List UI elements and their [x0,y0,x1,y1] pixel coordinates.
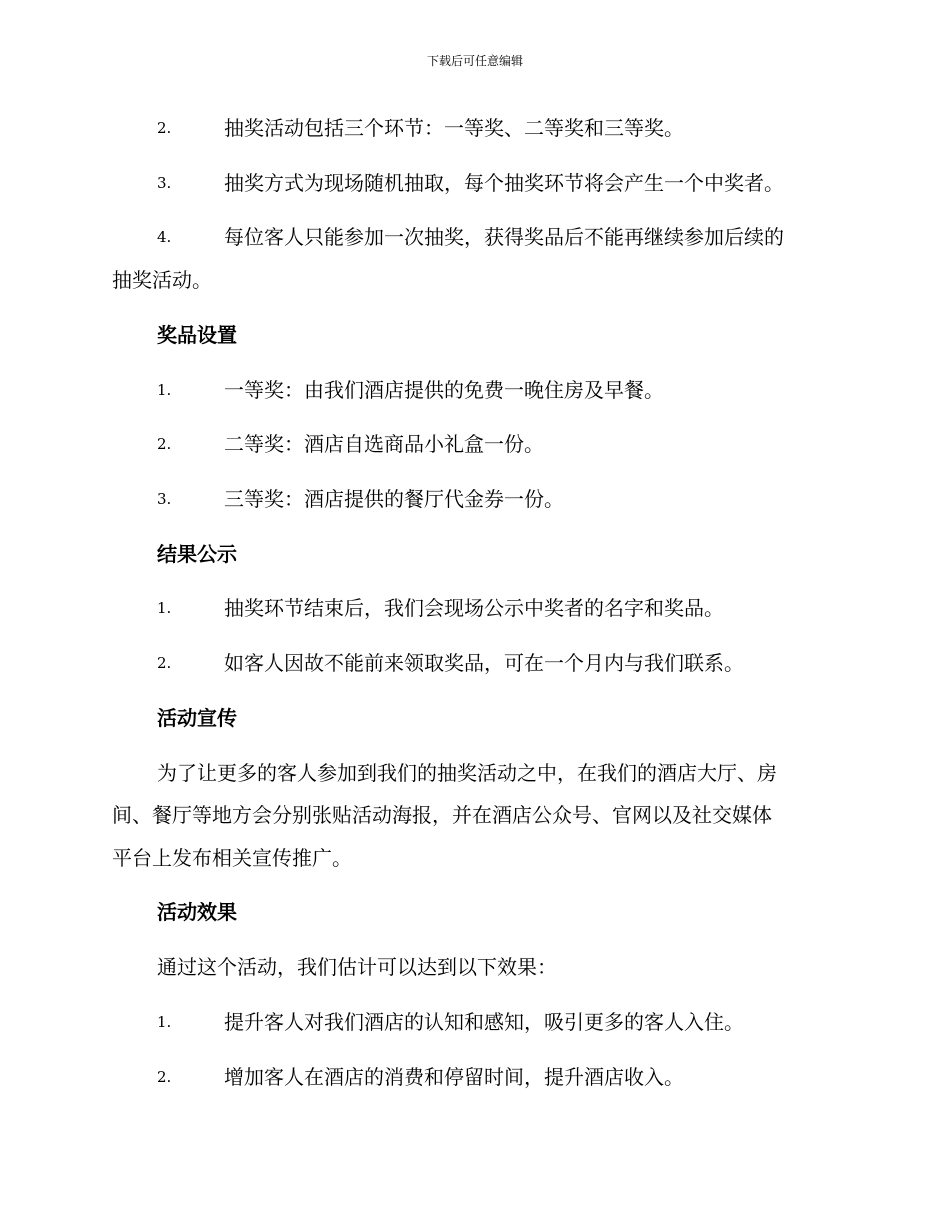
list-number: 4. [157,228,172,246]
list-number: 1. [157,381,172,399]
section-heading-prizes: 奖品设置 [157,323,237,347]
list-text: 抽奖方式为现场随机抽取，每个抽奖环节将会产生一个中奖者。 [224,171,784,195]
list-text: 每位客人只能参加一次抽奖，获得奖品后不能再继续参加后续的 [224,225,784,249]
paragraph-intro: 通过这个活动，我们估计可以达到以下效果： [157,955,557,979]
section-heading-promotion: 活动宣传 [157,706,237,730]
section-heading-results: 结果公示 [157,542,237,566]
list-number: 1. [157,599,172,617]
list-text: 抽奖活动包括三个环节：一等奖、二等奖和三等奖。 [224,116,684,140]
list-number: 1. [157,1013,172,1031]
list-number: 2. [157,1068,172,1086]
list-text: 一等奖：由我们酒店提供的免费一晚住房及早餐。 [224,378,664,402]
page-header: 下载后可任意编辑 [426,54,523,68]
paragraph-line: 为了让更多的客人参加到我们的抽奖活动之中，在我们的酒店大厅、房 [157,761,777,785]
list-number: 3. [157,174,172,192]
list-text: 增加客人在酒店的消费和停留时间，提升酒店收入。 [224,1065,684,1089]
section-heading-effects: 活动效果 [157,900,237,924]
list-number: 2. [157,119,172,137]
list-number: 2. [157,435,172,453]
list-text: 提升客人对我们酒店的认知和感知，吸引更多的客人入住。 [224,1010,744,1034]
list-number: 3. [157,490,172,508]
list-number: 2. [157,654,172,672]
list-text: 三等奖：酒店提供的餐厅代金券一份。 [224,487,564,511]
paragraph-line: 间、餐厅等地方会分别张贴活动海报，并在酒店公众号、官网以及社交媒体 [112,803,772,827]
list-text: 抽奖环节结束后，我们会现场公示中奖者的名字和奖品。 [224,596,724,620]
paragraph-line: 平台上发布相关宣传推广。 [112,846,352,870]
list-text: 二等奖：酒店自选商品小礼盒一份。 [224,432,544,456]
list-text-continuation: 抽奖活动。 [112,268,212,292]
list-text: 如客人因故不能前来领取奖品，可在一个月内与我们联系。 [224,651,744,675]
